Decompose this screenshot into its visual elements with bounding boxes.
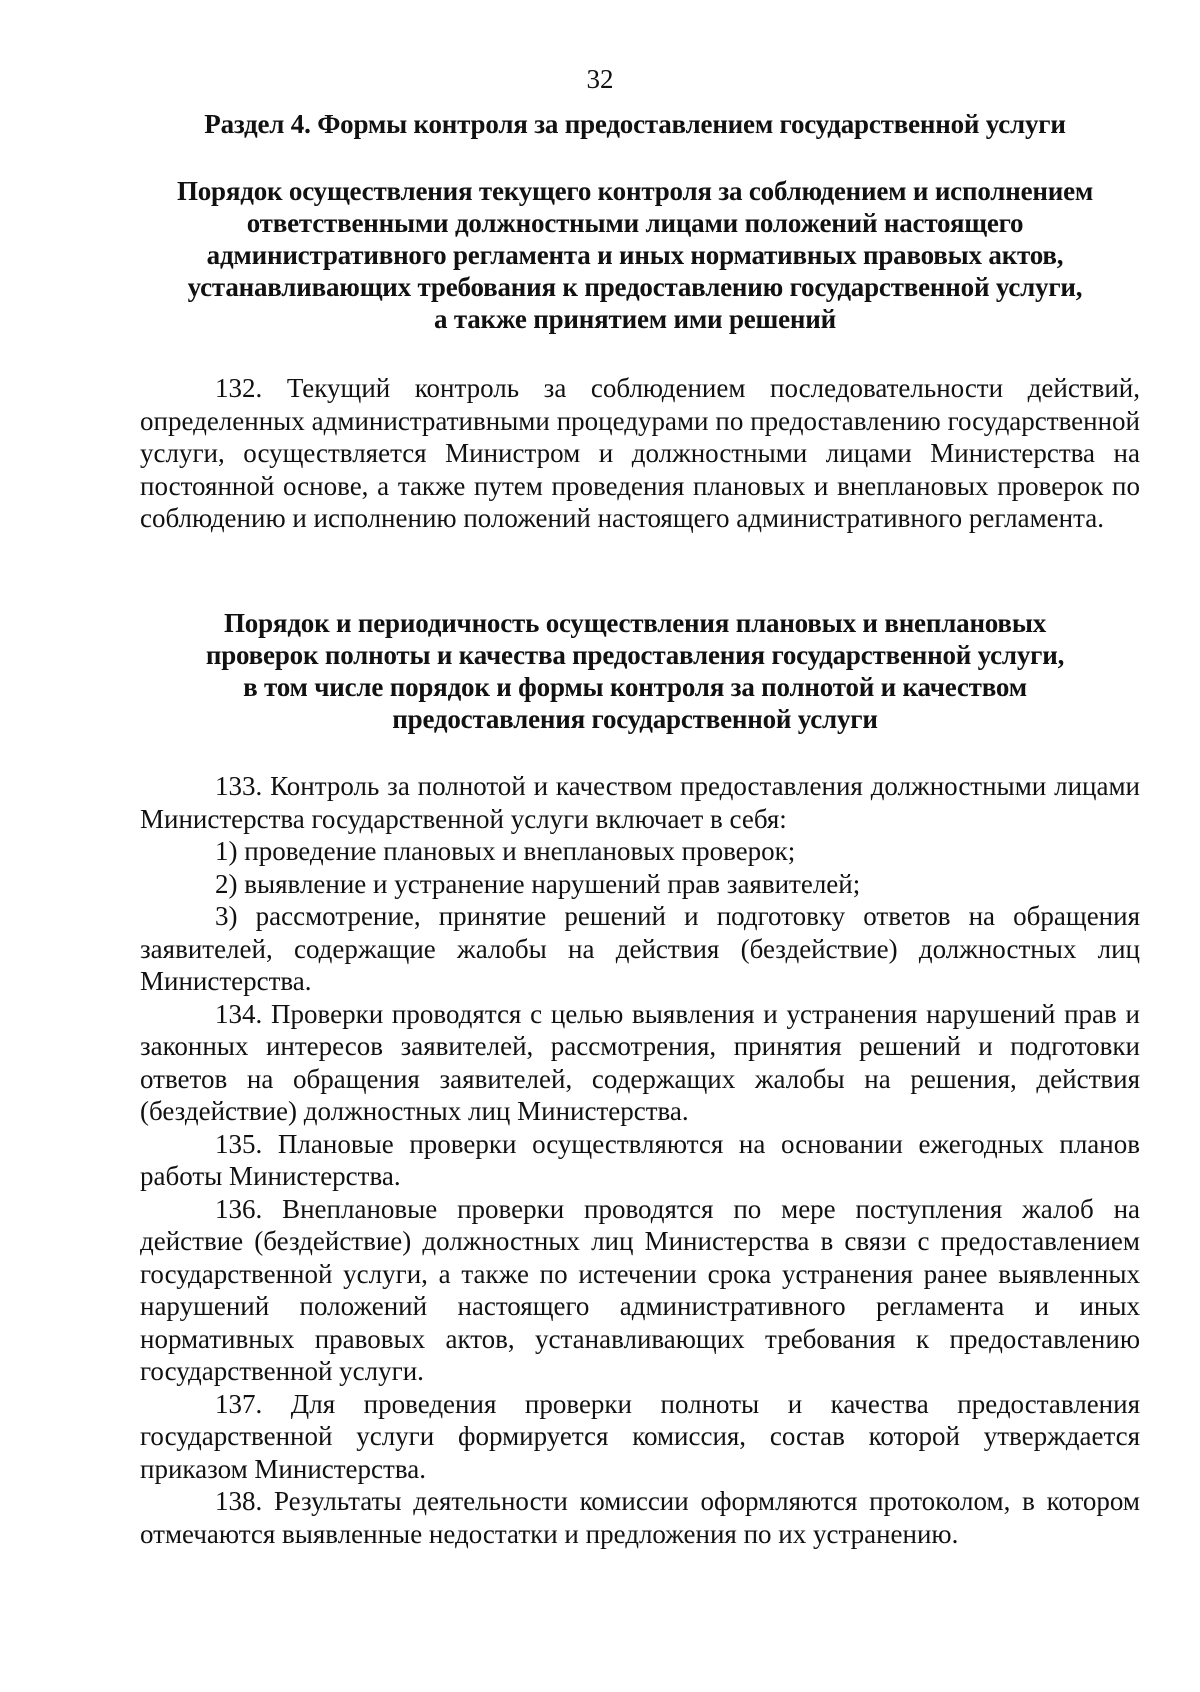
subheading-line: устанавливающих требования к предоставлению государственной услуги, xyxy=(187,272,1083,302)
subheading-line: Порядок осуществления текущего контроля за соблюдением и исполнением xyxy=(176,176,1094,206)
paragraph-136: 136. Внеплановые проверки проводятся по мере поступления жалоб на действие (бездействие) должностных лиц Министерства в связи с предоставлением государственной услуги, а также по истечении срока устранения ранее выявленных нарушений положений настоящего административного регламента и иных нормативных правовых актов, устанавливающих требования к предоставлению государственной услуги. xyxy=(140,1193,1140,1386)
section-title: Раздел 4. Формы контроля за предоставлением государственной услуги xyxy=(204,109,1066,139)
subheading-line: предоставления государственной услуги xyxy=(392,704,878,734)
paragraph-135: 135. Плановые проверки осуществляются на основании ежегодных планов работы Министерства. xyxy=(140,1128,1140,1191)
subheading-line: ответственными должностными лицами положений настоящего xyxy=(246,208,1024,238)
paragraph-134: 134. Проверки проводятся с целью выявления и устранения нарушений прав и законных интересов заявителей, рассмотрения, принятия решений и подготовки ответов на обращения заявителей, содержащих жалобы на решения, действия (бездействие) должностных лиц Министерства. xyxy=(140,998,1140,1126)
subheading-inspections xyxy=(130,607,1140,735)
paragraph-137: 137. Для проведения проверки полноты и качества предоставления государственной услуги формируется комиссия, состав которой утверждается приказом Министерства. xyxy=(140,1388,1140,1484)
subheading-line: проверок полноты и качества предоставления государственной услуги, xyxy=(205,640,1065,670)
paragraph-138: 138. Результаты деятельности комиссии оформляются протоколом, в котором отмечаются выявленные недостатки и предложения по их устранению. xyxy=(140,1486,1140,1549)
list-item: 3) рассмотрение, принятие решений и подготовку ответов на обращения заявителей, содержащие жалобы на действия (бездействие) должностных лиц Министерства. xyxy=(140,901,1140,996)
subheading-line: а также принятием ими решений xyxy=(434,304,836,334)
paragraph-block-1 xyxy=(140,372,1140,535)
subheading-line: в том числе порядок и формы контроля за полнотой и качеством xyxy=(243,672,1027,702)
paragraph-133: 133. Контроль за полнотой и качеством предоставления должностными лицами Министерства государственной услуги включает в себя: xyxy=(140,771,1140,834)
list-item: 2) выявление и устранение нарушений прав заявителей; xyxy=(215,868,861,899)
subheading-line: Порядок и периодичность осуществления плановых и внеплановых xyxy=(224,608,1046,638)
list-item: 1) проведение плановых и внеплановых проверок; xyxy=(215,836,796,866)
paragraph-block-2 xyxy=(140,770,1140,1550)
paragraph-132: 132. Текущий контроль за соблюдением последовательности действий, определенных административными процедурами по предоставлению государственной услуги, осуществляется Министром и должностными лицами Министерства на постоянной основе, а также путем проведения плановых и внеплановых проверок по соблюдению и исполнению положений настоящего административного регламента. xyxy=(140,373,1140,533)
subheading-line: административного регламента и иных нормативных правовых актов, xyxy=(206,240,1064,270)
subheading-current-control xyxy=(130,175,1140,335)
page-number: 32 xyxy=(586,64,614,94)
